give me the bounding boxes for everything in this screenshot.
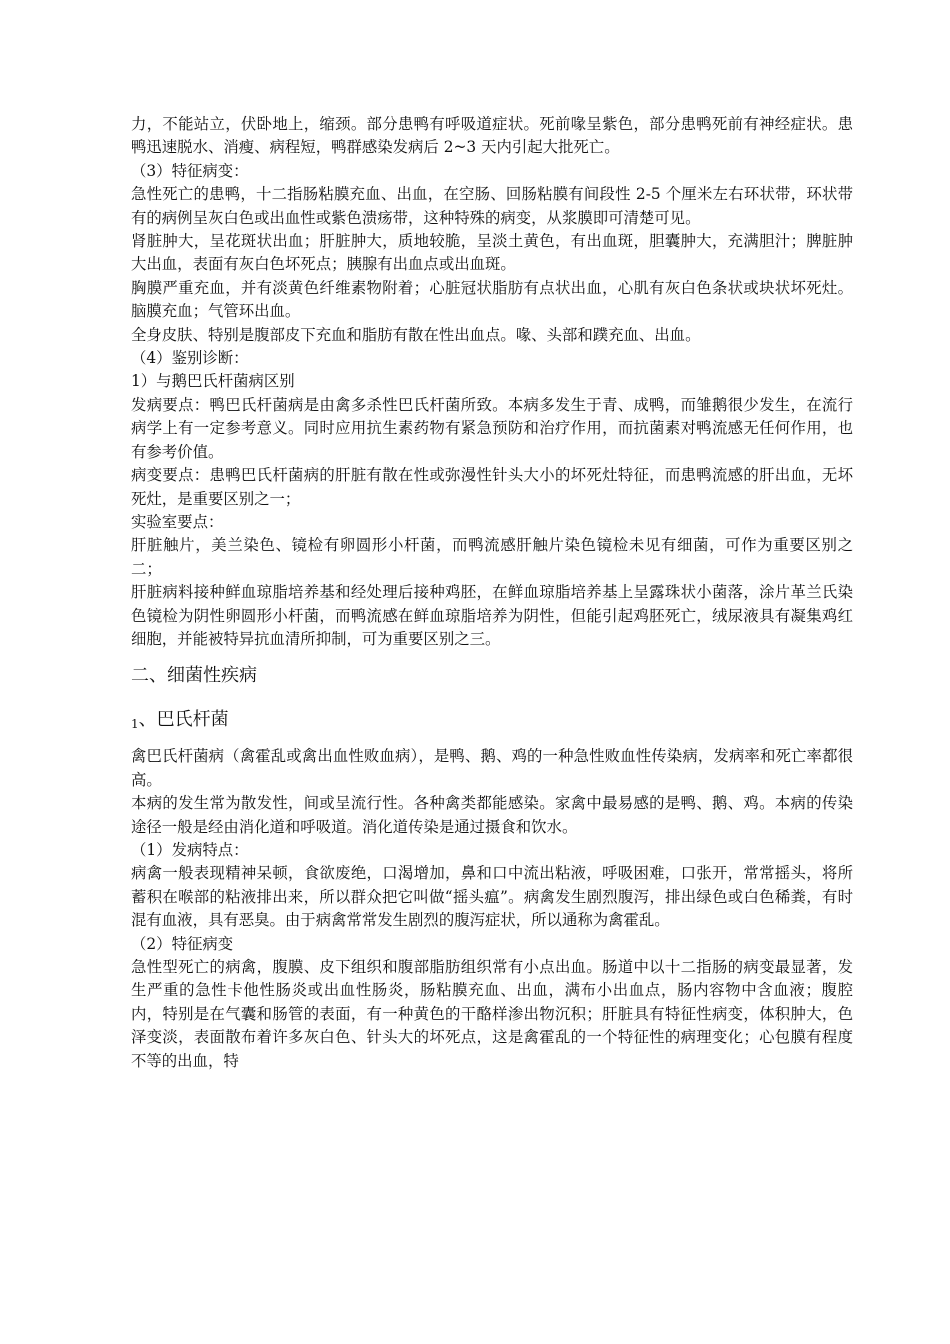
subsection-heading-pasteurella bbox=[131, 707, 853, 737]
paragraph-culture: 肝脏病料接种鲜血琼脂培养基和经处理后接种鸡胚，在鲜血琼脂培养基上呈露珠状小菌落，涂片革兰氏染色镜检为阴性卵圆形小杆菌，而鸭流感在鲜血琼脂培养为阴性，但能引起鸡胚死亡，绒尿液具有凝集鸡红细胞，并能被特异抗血清所抑制，可为重要区别之三。 bbox=[131, 583, 853, 648]
paragraph-organ-lesions: 肾脏肿大，呈花斑状出血；肝脏肿大，质地较脆，呈淡土黄色，有出血斑，胆囊肿大，充满胆汁；脾脏肿大出血，表面有灰白色坏死点；胰腺有出血点或出血斑。 bbox=[131, 232, 853, 274]
document-page bbox=[131, 113, 853, 1073]
subheading-laboratory-points: 实验室要点： bbox=[131, 512, 224, 531]
paragraph-onset-points: 发病要点：鸭巴氏杆菌病是由禽多杀性巴氏杆菌所致。本病多发生于青、成鸭，而雏鹅很少发生，在流行病学上有一定参考意义。同时应用抗生素药物有紧急预防和治疗作用，而抗菌素对鸭流感无任何作用，也有参考价值。 bbox=[131, 395, 853, 461]
heading-characteristic-lesions-2: （2）特征病变 bbox=[131, 934, 234, 953]
paragraph-intestinal-lesions: 急性死亡的患鸭，十二指肠粘膜充血、出血，在空肠、回肠粘膜有间段性 2-5 个厘米左右环状带，环状带有的病例呈灰白色或出血性或紫色溃疡带，这种特殊的病变，从浆膜即可清楚可见。 bbox=[131, 185, 853, 227]
paragraph-pleura-lesions: 胸膜严重充血，并有淡黄色纤维素物附着；心脏冠状脂肪有点状出血，心肌有灰白色条状或块状坏死灶。脑膜充血；气管环出血。 bbox=[131, 278, 853, 321]
paragraph-lesion-points: 病变要点：患鸭巴氏杆菌病的肝脏有散在性或弥漫性针头大小的坏死灶特征，而患鸭流感的肝出血，无坏死灶，是重要区别之一； bbox=[131, 466, 853, 508]
subsection-title: 、巴氏杆菌 bbox=[138, 709, 229, 731]
paragraph-skin-lesions: 全身皮肤、特别是腹部皮下充血和脂肪有散在性出血点。喙、头部和蹼充血、出血。 bbox=[131, 325, 701, 344]
paragraph-symptoms-continued: 力，不能站立，伏卧地上，缩颈。部分患鸭有呼吸道症状。死前喙呈紫色，部分患鸭死前有神经症状。患鸭迅速脱水、消瘦、病程短，鸭群感染发病后 2~3 天内引起大批死亡。 bbox=[131, 115, 853, 157]
paragraph-transmission: 本病的发生常为散发性，间或呈流行性。各种禽类都能感染。家禽中最易感的是鸭、鹅、鸡。本病的传染途径一般是经由消化道和呼吸道。消化道传染是通过摄食和饮水。 bbox=[131, 794, 853, 836]
heading-differential-diagnosis: （4）鉴别诊断： bbox=[131, 349, 249, 368]
heading-onset-features: （1）发病特点： bbox=[131, 840, 249, 859]
paragraph-fowl-cholera-intro: 禽巴氏杆菌病（禽霍乱或禽出血性败血病），是鸭、鹅、鸡的一种急性败血性传染病，发病率和死亡率都很高。 bbox=[131, 747, 853, 789]
subsection-number: 1 bbox=[131, 717, 139, 732]
subheading-pasteurella-distinction: 1）与鹅巴氏杆菌病区别 bbox=[131, 372, 295, 391]
paragraph-clinical-signs: 病禽一般表现精神呆顿，食欲废绝，口渴增加，鼻和口中流出粘液，呼吸困难，口张开，常常摇头，将所蓄积在喉部的粘液排出来，所以群众把它叫做“摇头瘟”。病禽发生剧烈腹泻，排出绿色或白色稀粪，有时混有血液，具有恶臭。由于病禽常常发生剧烈的腹泻症状，所以通称为禽霍乱。 bbox=[131, 864, 853, 930]
paragraph-acute-lesions: 急性型死亡的病禽，腹膜、皮下组织和腹部脂肪组织常有小点出血。肠道中以十二指肠的病变最显著，发生严重的急性卡他性肠炎或出血性肠炎，肠粘膜充血、出血，满布小出血点，肠内容物中含血液；腹腔内，特别是在气囊和肠管的表面，有一种黄色的干酪样渗出物沉积；肝脏具有特征性病变，体积肿大，色泽变淡，表面散布着许多灰白色、针头大的坏死点，这是禽霍乱的一个特征性的病理变化；心包膜有程度不等的出血，特 bbox=[131, 958, 853, 1070]
section-heading-bacterial-diseases: 二、细菌性疾病 bbox=[131, 665, 257, 687]
heading-characteristic-lesions: （3）特征病变： bbox=[131, 161, 249, 180]
paragraph-liver-smear: 肝脏触片，美兰染色、镜检有卵圆形小杆菌，而鸭流感肝触片染色镜检未见有细菌，可作为重要区别之二； bbox=[131, 536, 853, 578]
